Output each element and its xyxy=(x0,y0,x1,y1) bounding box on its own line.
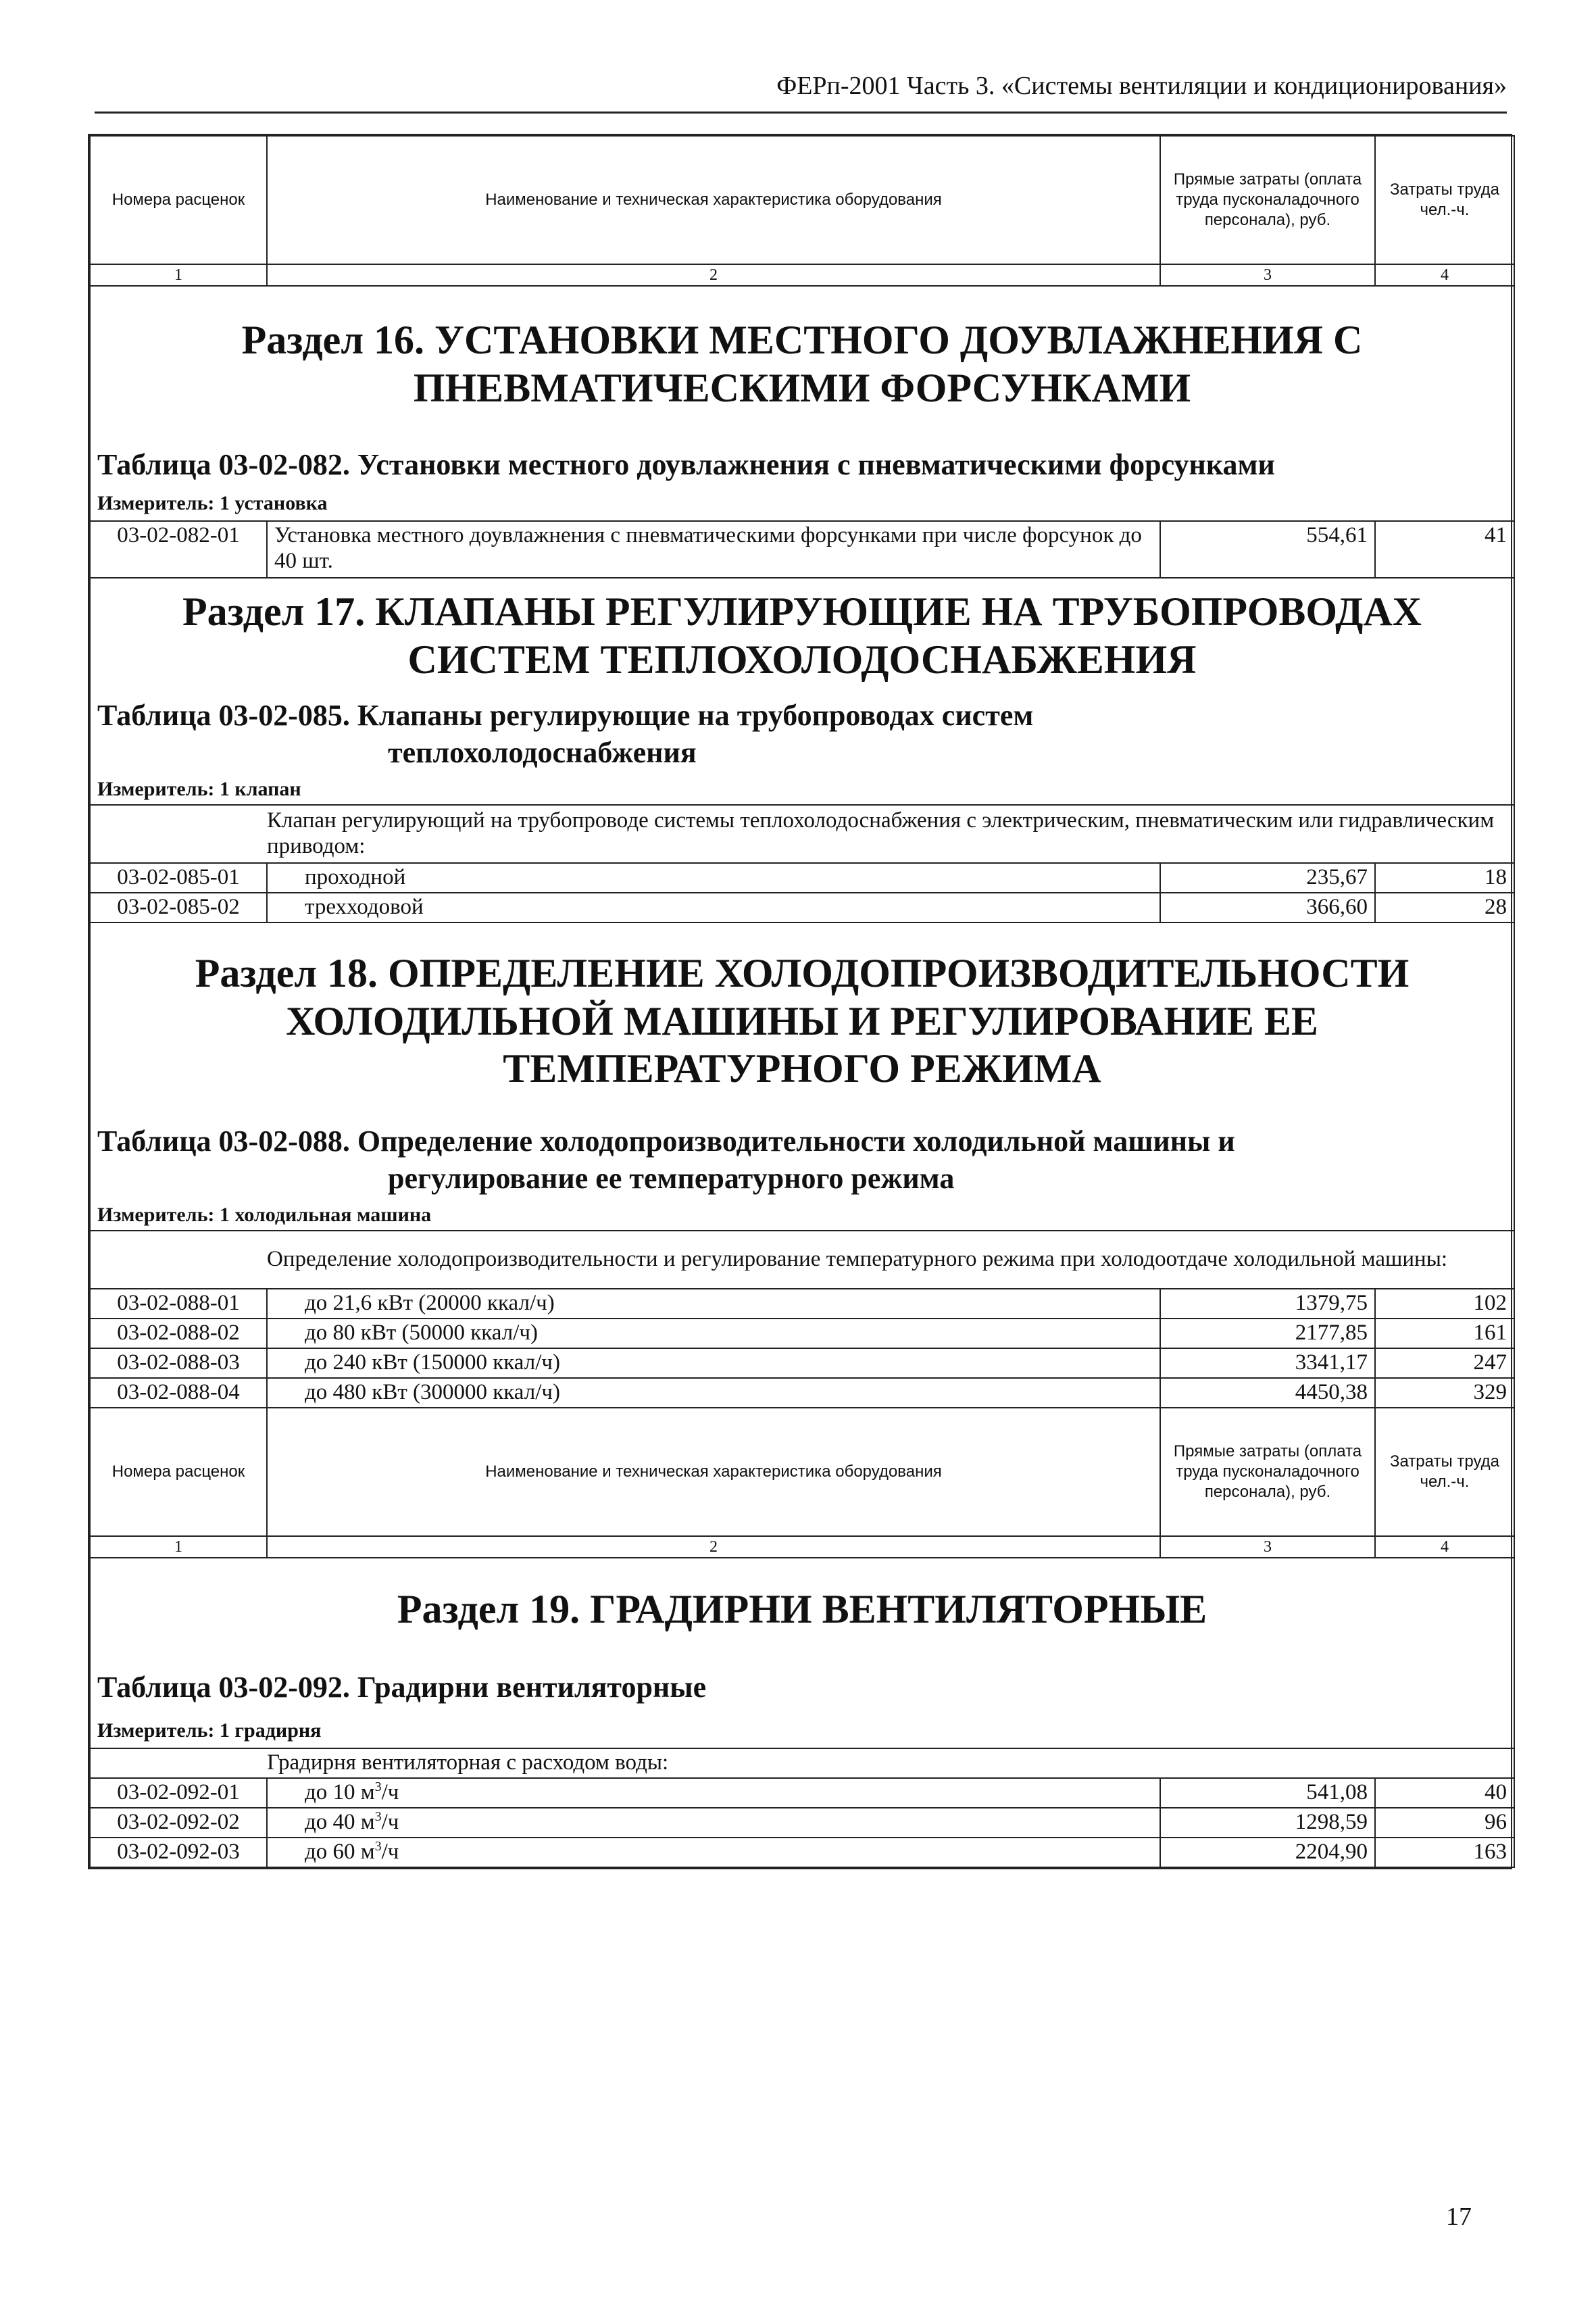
rate-code: 03-02-088-04 xyxy=(90,1378,267,1408)
col-header-name: Наименование и техническая характеристика оборудования xyxy=(267,136,1160,264)
rate-cost: 2204,90 xyxy=(1160,1838,1375,1867)
rate-code: 03-02-088-02 xyxy=(90,1319,267,1348)
rate-code: 03-02-088-01 xyxy=(90,1289,267,1319)
column-number-row xyxy=(90,1536,1514,1558)
col-header-code: Номера расценок xyxy=(90,136,267,264)
table-row xyxy=(90,1778,1514,1808)
table-title-row xyxy=(90,1119,1514,1200)
measure-row xyxy=(90,1714,1514,1748)
measure-unit: Измеритель: 1 градирня xyxy=(90,1714,1514,1748)
table-title xyxy=(90,1119,1514,1200)
description-row xyxy=(90,1231,1514,1289)
section-title: Раздел 16. УСТАНОВКИ МЕСТНОГО ДОУВЛАЖНЕНИЯ С ПНЕВМАТИЧЕСКИМИ ФОРСУНКАМИ xyxy=(90,286,1514,442)
table-row xyxy=(90,863,1514,893)
rate-name: до 10 $м^3/ч$ xyxy=(267,1778,1160,1808)
rate-name: проходной xyxy=(267,863,1160,893)
description-row xyxy=(90,1748,1514,1778)
rate-cost: 541,08 xyxy=(1160,1778,1375,1808)
section-title-row xyxy=(90,286,1514,442)
column-header-row xyxy=(90,136,1514,264)
rate-name: до 80 кВт (50000 ккал/ч) xyxy=(267,1319,1160,1348)
section-title-row xyxy=(90,578,1514,693)
col-number: 3 xyxy=(1160,1536,1375,1558)
col-header-hours: Затраты труда чел.-ч. xyxy=(1375,1408,1514,1536)
rate-name: до 480 кВт (300000 ккал/ч) xyxy=(267,1378,1160,1408)
col-header-name: Наименование и техническая характеристика оборудования xyxy=(267,1408,1160,1536)
col-number: 3 xyxy=(1160,264,1375,286)
rate-name: до 21,6 кВт (20000 ккал/ч) xyxy=(267,1289,1160,1319)
section-title-row xyxy=(90,1558,1514,1660)
rate-cost: 366,60 xyxy=(1160,893,1375,922)
rates-sheet xyxy=(88,134,1512,1869)
rate-code: 03-02-092-03 xyxy=(90,1838,267,1867)
col-header-cost: Прямые затраты (оплата труда пусконаладочного персонала), руб. xyxy=(1160,136,1375,264)
running-header: ФЕРп-2001 Часть 3. «Системы вентиляции и кондиционирования» xyxy=(776,72,1507,100)
table-title-line: Таблица 03-02-085. Клапаны регулирующие на трубопроводах систем xyxy=(97,699,1034,732)
table-title: Таблица 03-02-082. Установки местного доувлажнения с пневматическими форсунками xyxy=(90,442,1514,487)
measure-unit: Измеритель: 1 холодильная машина xyxy=(90,1200,1514,1231)
rate-cost: 235,67 xyxy=(1160,863,1375,893)
rate-hours: 247 xyxy=(1375,1348,1514,1378)
measure-unit: Измеритель: 1 клапан xyxy=(90,774,1514,805)
rate-code: 03-02-092-01 xyxy=(90,1778,267,1808)
rate-code: 03-02-085-01 xyxy=(90,863,267,893)
col-number: 2 xyxy=(267,264,1160,286)
col-number: 2 xyxy=(267,1536,1160,1558)
table-row xyxy=(90,893,1514,922)
rate-name: трехходовой xyxy=(267,893,1160,922)
measure-row xyxy=(90,487,1514,521)
rate-cost: 2177,85 xyxy=(1160,1319,1375,1348)
col-number: 4 xyxy=(1375,1536,1514,1558)
table-row xyxy=(90,1378,1514,1408)
rate-hours: 161 xyxy=(1375,1319,1514,1348)
section-title: Раздел 17. КЛАПАНЫ РЕГУЛИРУЮЩИЕ НА ТРУБОПРОВОДАХ СИСТЕМ ТЕПЛОХОЛОДОСНАБЖЕНИЯ xyxy=(90,578,1514,693)
table-row xyxy=(90,1348,1514,1378)
table-title-line: Таблица 03-02-088. Определение холодопроизводительности холодильной машины и xyxy=(97,1125,1235,1158)
rate-code: 03-02-088-03 xyxy=(90,1348,267,1378)
table-row xyxy=(90,1808,1514,1838)
section-title: Раздел 19. ГРАДИРНИ ВЕНТИЛЯТОРНЫЕ xyxy=(90,1558,1514,1660)
description-row xyxy=(90,805,1514,863)
table-row xyxy=(90,521,1514,578)
rate-hours: 18 xyxy=(1375,863,1514,893)
column-number-row xyxy=(90,264,1514,286)
rate-code: 03-02-085-02 xyxy=(90,893,267,922)
col-number: 1 xyxy=(90,1536,267,1558)
table-row xyxy=(90,1289,1514,1319)
table-title-row xyxy=(90,693,1514,774)
col-header-code: Номера расценок xyxy=(90,1408,267,1536)
rate-hours: 28 xyxy=(1375,893,1514,922)
measure-unit: Измеритель: 1 установка xyxy=(90,487,1514,521)
rate-name: до 40 $м^3/ч$ xyxy=(267,1808,1160,1838)
rates-table xyxy=(89,135,1515,1868)
group-description: Клапан регулирующий на трубопроводе системы теплохолодоснабжения с электрическим, пневматическим или гидравлическим приводом: xyxy=(267,805,1514,863)
table-row xyxy=(90,1319,1514,1348)
rate-hours: 329 xyxy=(1375,1378,1514,1408)
rate-code: 03-02-092-02 xyxy=(90,1808,267,1838)
measure-row xyxy=(90,1200,1514,1231)
measure-row xyxy=(90,774,1514,805)
rate-hours: 163 xyxy=(1375,1838,1514,1867)
section-title-row xyxy=(90,922,1514,1119)
table-title-line: регулирование ее температурного режима xyxy=(388,1162,955,1195)
table-title: Таблица 03-02-092. Градирни вентиляторные xyxy=(90,1660,1514,1714)
rate-cost: 4450,38 xyxy=(1160,1378,1375,1408)
header-rule xyxy=(95,112,1507,114)
rate-name: до 60 $м^3/ч$ xyxy=(267,1838,1160,1867)
rate-cost: 3341,17 xyxy=(1160,1348,1375,1378)
rate-cost: 1298,59 xyxy=(1160,1808,1375,1838)
table-title xyxy=(90,693,1514,774)
rate-name: до 240 кВт (150000 ккал/ч) xyxy=(267,1348,1160,1378)
table-title-line: теплохолодоснабжения xyxy=(388,736,697,769)
rate-hours: 40 xyxy=(1375,1778,1514,1808)
section-title: Раздел 18. ОПРЕДЕЛЕНИЕ ХОЛОДОПРОИЗВОДИТЕЛЬНОСТИ ХОЛОДИЛЬНОЙ МАШИНЫ И РЕГУЛИРОВАНИЕ ЕЕ ТЕМПЕРАТУРНОГО РЕЖИМА xyxy=(90,922,1514,1119)
rate-cost: 1379,75 xyxy=(1160,1289,1375,1319)
col-number: 4 xyxy=(1375,264,1514,286)
rate-cost: 554,61 xyxy=(1160,521,1375,578)
group-description: Определение холодопроизводительности и регулирование температурного режима при холодоотдаче холодильной машины: xyxy=(267,1231,1514,1289)
rate-hours: 41 xyxy=(1375,521,1514,578)
table-title-row xyxy=(90,1660,1514,1714)
rate-code: 03-02-082-01 xyxy=(90,521,267,578)
column-header-row xyxy=(90,1408,1514,1536)
col-header-cost: Прямые затраты (оплата труда пусконаладочного персонала), руб. xyxy=(1160,1408,1375,1536)
col-header-hours: Затраты труда чел.-ч. xyxy=(1375,136,1514,264)
rate-hours: 96 xyxy=(1375,1808,1514,1838)
rate-name: Установка местного доувлажнения с пневматическими форсунками при числе форсунок до 40 шт. xyxy=(267,521,1160,578)
page-number: 17 xyxy=(1446,2202,1472,2231)
rate-hours: 102 xyxy=(1375,1289,1514,1319)
col-number: 1 xyxy=(90,264,267,286)
table-row xyxy=(90,1838,1514,1867)
table-title-row xyxy=(90,442,1514,487)
group-description: Градирня вентиляторная с расходом воды: xyxy=(267,1748,1514,1778)
